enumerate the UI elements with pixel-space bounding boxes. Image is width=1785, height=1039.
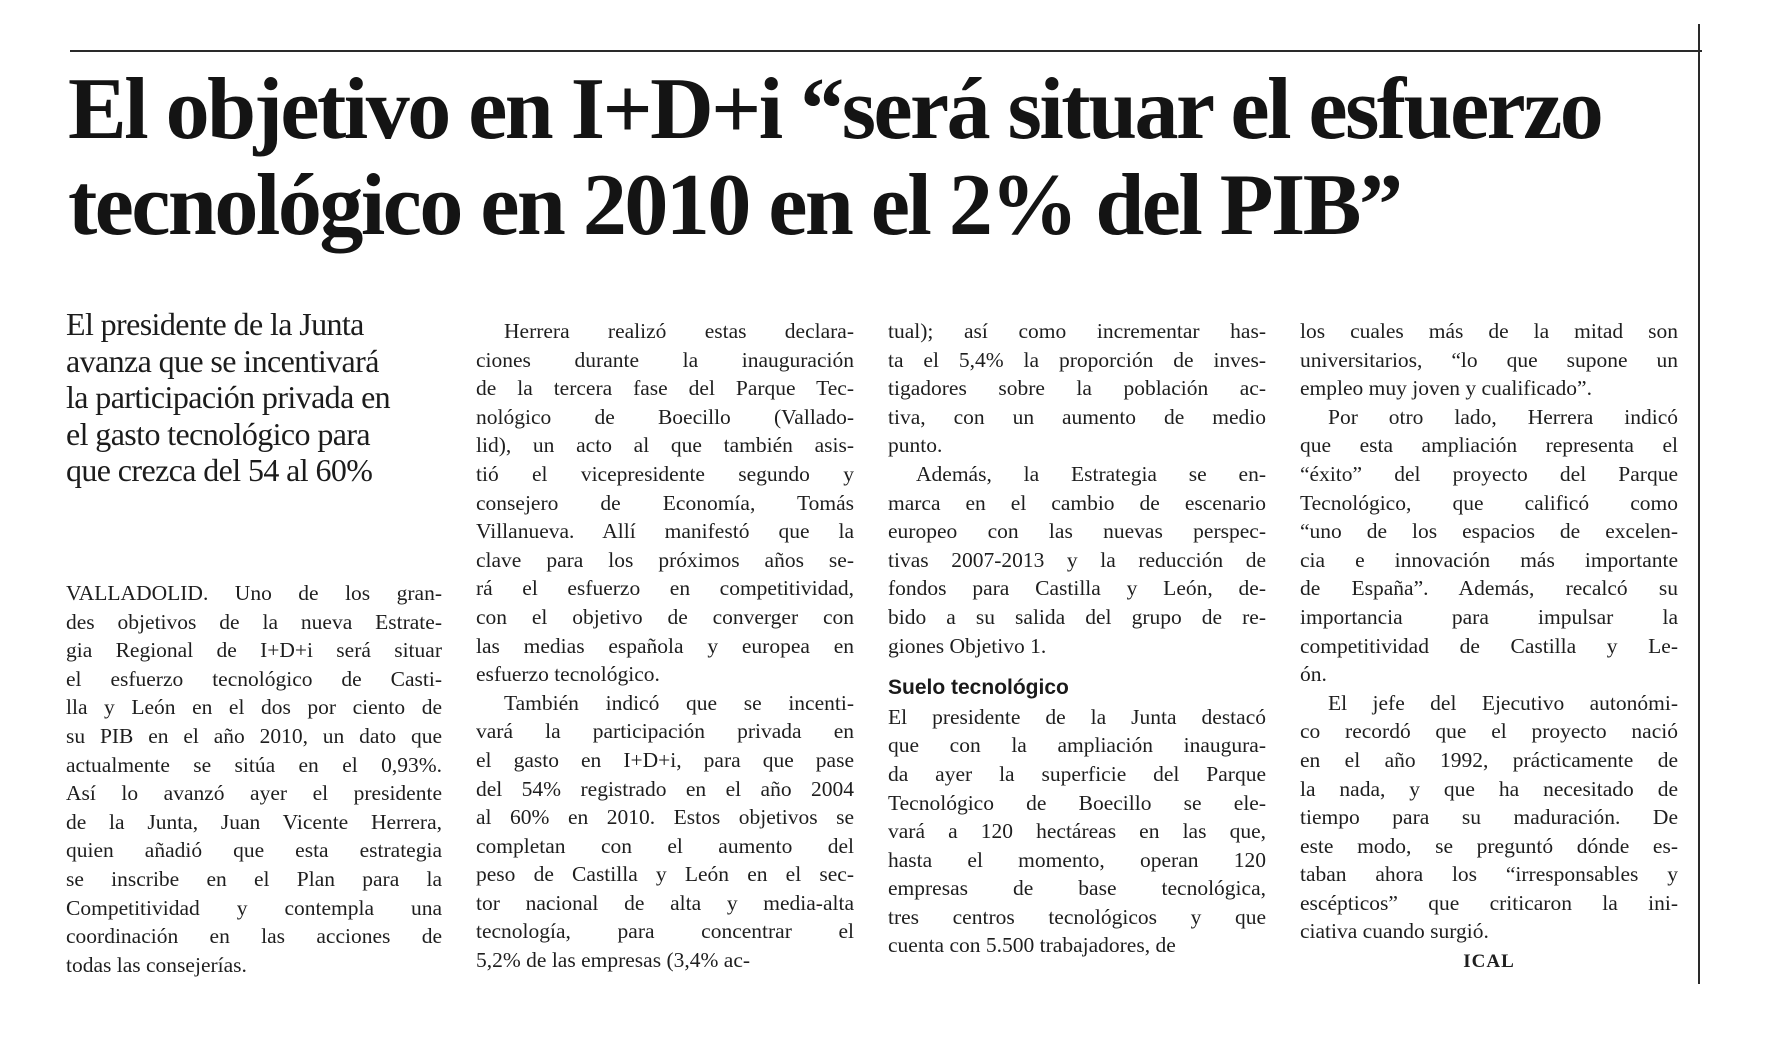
agency-signature: ICAL — [1463, 951, 1515, 973]
article-line: tual); así como incrementar has- — [888, 319, 1266, 343]
article-line: tivas 2007-2013 y la reducción de — [888, 547, 1266, 572]
deck-line: el gasto tecnológico para — [66, 415, 370, 452]
article-line: Competitividad y contempla una — [66, 895, 442, 920]
article-line: su PIB en el año 2010, un dato que — [66, 723, 442, 748]
article-line: europeo con las nuevas perspec- — [888, 519, 1266, 544]
article-line: Así lo avanzó ayer el presidente — [66, 781, 442, 806]
article-column-2 — [476, 317, 854, 975]
article-line: lla y León en el dos por ciento de — [66, 695, 442, 720]
headline — [68, 62, 1668, 254]
article-line: quien añadió que esta estrategia — [66, 838, 442, 863]
article-line: universitarios, “lo que supone un — [1300, 347, 1678, 372]
article-line: ciativa cuando surgió. — [1300, 919, 1489, 944]
article-line: rá el esfuerzo en competitividad, — [476, 576, 854, 601]
headline-line: tecnológico en 2010 en el 2% del PIB” — [68, 157, 1401, 254]
article-line: el gasto en I+D+i, para que pase — [476, 747, 854, 772]
article-line: vará la participación privada en — [476, 719, 854, 744]
article-line: vará a 120 hectáreas en las que, — [888, 819, 1266, 844]
article-line: clave para los próximos años se- — [476, 547, 854, 572]
right-column-rule — [1698, 24, 1700, 984]
section-subheading: Suelo tecnológico — [888, 676, 1069, 700]
article-column-1 — [66, 579, 442, 979]
subheadline-deck — [66, 306, 456, 489]
article-line: fondos para Castilla y León, de- — [888, 576, 1266, 601]
deck-line: avanza que se incentivará — [66, 342, 379, 379]
article-line: Por otro lado, Herrera indicó — [1328, 404, 1678, 429]
article-line: empresas de base tecnológica, — [888, 876, 1266, 901]
article-line: ón. — [1300, 662, 1327, 687]
article-line: competitividad de Castilla y Le- — [1300, 633, 1678, 658]
article-line: la nada, y que ha necesitado de — [1300, 776, 1678, 801]
article-line: importancia para impulsar la — [1300, 604, 1678, 629]
article-line: ciones durante la inauguración — [476, 347, 854, 372]
article-line: de la Junta, Juan Vicente Herrera, — [66, 809, 442, 834]
article-line: da ayer la superficie del Parque — [888, 761, 1266, 786]
article-line: nológico de Boecillo (Vallado- — [476, 404, 854, 429]
article-line: hasta el momento, operan 120 — [888, 847, 1266, 872]
article-line: Tecnológico de Boecillo se ele- — [888, 790, 1266, 815]
article-line: de la tercera fase del Parque Tec- — [476, 376, 854, 401]
article-column-3 — [888, 317, 1266, 960]
article-line: des objetivos de la nueva Estrate- — [66, 609, 442, 634]
article-line: cia e innovación más importante — [1300, 547, 1678, 572]
article-line: 5,2% de las empresas (3,4% ac- — [476, 948, 751, 973]
deck-line: la participación privada en — [66, 379, 391, 415]
article-line: taban ahora los “irresponsables y — [1300, 862, 1678, 887]
article-line: También indicó que se incenti- — [504, 690, 854, 715]
deck-line: El presidente de la Junta — [66, 306, 364, 342]
article-line: este modo, se preguntó dónde es- — [1300, 833, 1678, 858]
deck-line: que crezca del 54 al 60% — [66, 452, 373, 488]
article-line: con el objetivo de converger con — [476, 604, 854, 629]
article-line: al 60% en 2010. Estos objetivos se — [476, 805, 854, 830]
article-line: los cuales más de la mitad son — [1300, 319, 1678, 343]
article-line: las medias española y europea en — [476, 633, 854, 658]
article-line: tor nacional de alta y media-alta — [476, 890, 854, 915]
article-line: actualmente se sitúa en el 0,93%. — [66, 752, 442, 777]
article-line: tigadores sobre la población ac- — [888, 376, 1266, 401]
article-line: Además, la Estrategia se en- — [916, 461, 1266, 486]
article-line: ta el 5,4% la proporción de inves- — [888, 347, 1266, 372]
headline-line: El objetivo en I+D+i “será situar el esfuerzo — [68, 61, 1602, 158]
article-line: cuenta con 5.500 trabajadores, de — [888, 933, 1176, 958]
article-line: que esta ampliación representa el — [1300, 433, 1678, 458]
article-line: Villanueva. Allí manifestó que la — [476, 519, 854, 544]
article-line: El presidente de la Junta destacó — [888, 704, 1266, 729]
article-line: giones Objetivo 1. — [888, 633, 1047, 658]
article-line: gia Regional de I+D+i será situar — [66, 638, 442, 663]
article-line: tió el vicepresidente segundo y — [476, 461, 854, 486]
article-line: empleo muy joven y cualificado”. — [1300, 376, 1592, 401]
article-line: lid), un acto al que también asis- — [476, 433, 854, 458]
article-line: tiempo para su maduración. De — [1300, 805, 1678, 830]
article-line: Tecnológico, que calificó como — [1300, 490, 1678, 515]
article-line: bido a su salida del grupo de re- — [888, 604, 1266, 629]
article-line: El jefe del Ejecutivo autonómi- — [1328, 690, 1678, 715]
article-line: en el año 1992, prácticamente de — [1300, 747, 1678, 772]
article-line: del 54% registrado en el año 2004 — [476, 776, 854, 801]
article-line: tres centros tecnológicos y que — [888, 904, 1266, 929]
article-line: esfuerzo tecnológico. — [476, 662, 660, 687]
article-line: “éxito” del proyecto del Parque — [1300, 461, 1678, 486]
article-line: tiva, con un aumento de medio — [888, 404, 1266, 429]
article-line: VALLADOLID. Uno de los gran- — [66, 581, 442, 605]
article-line: consejero de Economía, Tomás — [476, 490, 854, 515]
article-line: punto. — [888, 433, 943, 458]
article-column-4 — [1300, 317, 1678, 977]
article-line: marca en el cambio de escenario — [888, 490, 1266, 515]
article-line: peso de Castilla y León en el sec- — [476, 862, 854, 887]
article-line: tecnología, para concentrar el — [476, 919, 854, 944]
article-line: coordinación en las acciones de — [66, 924, 442, 949]
article-line: todas las consejerías. — [66, 952, 247, 977]
article-line: completan con el aumento del — [476, 833, 854, 858]
article-line: “uno de los espacios de excelen- — [1300, 519, 1678, 544]
article-line: el esfuerzo tecnológico de Casti- — [66, 666, 442, 691]
article-line: se inscribe en el Plan para la — [66, 866, 442, 891]
article-line: de España”. Además, recalcó su — [1300, 576, 1678, 601]
article-line: Herrera realizó estas declara- — [504, 319, 854, 343]
article-line: que con la ampliación inaugura- — [888, 733, 1266, 758]
article-line: co recordó que el proyecto nació — [1300, 719, 1678, 744]
article-line: escépticos” que criticaron la ini- — [1300, 890, 1678, 915]
top-rule — [70, 50, 1702, 52]
